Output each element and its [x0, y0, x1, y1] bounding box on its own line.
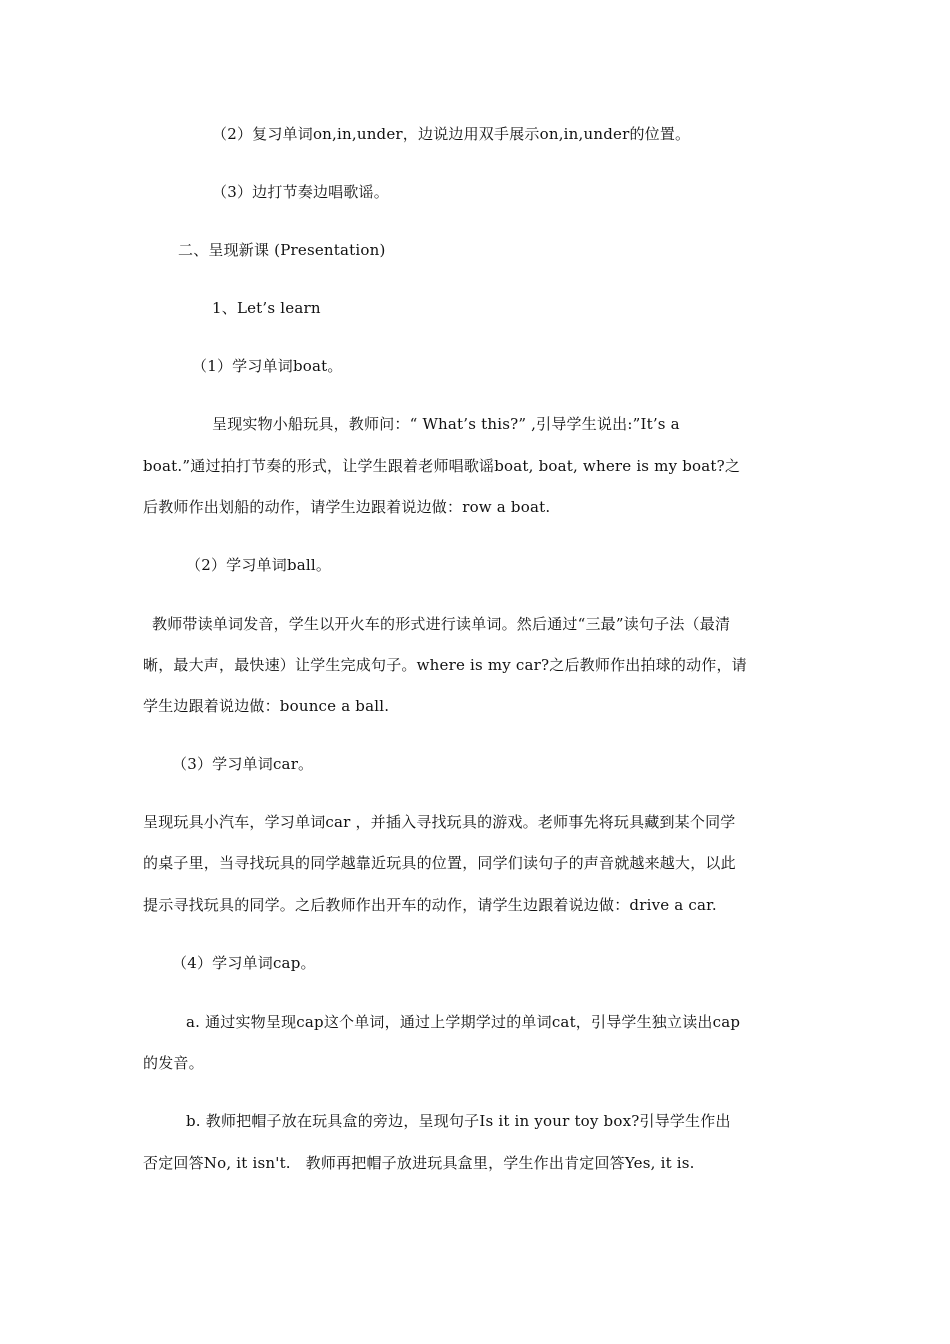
car-paragraph-line-3: 提示寻找玩具的同学。之后教师作出开车的动作，请学生边跟着说边做：drive a car. [143, 896, 717, 914]
boat-paragraph-line-1: 呈现实物小船玩具，教师问：“ What’s this?” ,引导学生说出:”It’s a [212, 415, 680, 433]
ball-paragraph-line-2: 晰，最大声，最快速）让学生完成句子。where is my car?之后教师作出拍球的动作，请 [143, 656, 747, 674]
review-step-3-line: （3）边打节奏边唱歌谣。 [212, 183, 389, 201]
cap-item-a-line-2: 的发音。 [143, 1054, 204, 1072]
step-4-cap-heading: （4）学习单词cap。 [172, 954, 316, 972]
cap-item-b-line-1: b. 教师把帽子放在玩具盒的旁边，呈现句子Is it in your toy box?引导学生作出 [186, 1112, 731, 1130]
step-2-ball-heading: （2）学习单词ball。 [186, 556, 332, 574]
boat-paragraph-line-3: 后教师作出划船的动作，请学生边跟着说边做：row a boat. [143, 498, 551, 516]
subsection-heading-lets-learn: 1、Let’s learn [212, 299, 321, 317]
step-1-boat-heading: （1）学习单词boat。 [192, 357, 343, 375]
review-step-2-line: （2）复习单词on,in,under，边说边用双手展示on,in,under的位置。 [212, 125, 691, 143]
car-paragraph-line-1: 呈现玩具小汽车，学习单词car ，并插入寻找玩具的游戏。老师事先将玩具藏到某个同学 [143, 813, 736, 831]
ball-paragraph-line-1: 教师带读单词发音，学生以开火车的形式进行读单词。然后通过“三最”读句子法（最清 [152, 615, 731, 633]
ball-paragraph-line-3: 学生边跟着说边做：bounce a ball. [143, 697, 390, 715]
cap-item-b-line-2: 否定回答No, it isn't. 教师再把帽子放进玩具盒里，学生作出肯定回答Yes, it is. [143, 1154, 695, 1172]
car-paragraph-line-2: 的桌子里，当寻找玩具的同学越靠近玩具的位置，同学们读句子的声音就越来越大，以此 [143, 854, 736, 872]
step-3-car-heading: （3）学习单词car。 [172, 755, 314, 773]
cap-item-a-line-1: a. 通过实物呈现cap这个单词，通过上学期学过的单词cat，引导学生独立读出cap [186, 1013, 741, 1031]
boat-paragraph-line-2: boat.”通过拍打节奏的形式，让学生跟着老师唱歌谣boat, boat, where is my boat?之 [143, 457, 741, 475]
section-heading-presentation: 二、呈现新课 (Presentation) [178, 241, 386, 259]
